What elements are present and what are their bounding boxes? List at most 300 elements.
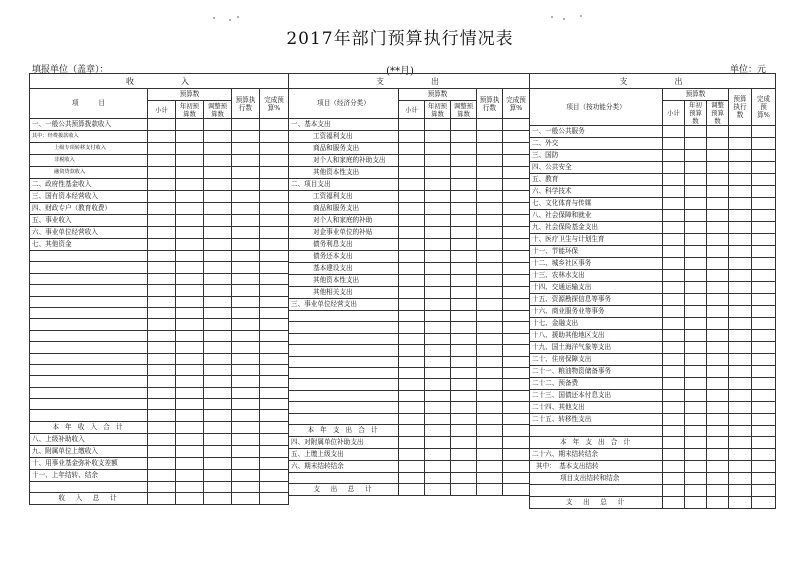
value-cell [503,287,530,299]
table-row [530,294,776,306]
value-cell [477,402,503,413]
expense-economic-section [288,73,529,507]
table-row [530,174,776,186]
expense_func-item-label: 二十四、其他支出 [530,402,663,414]
value-cell [451,215,477,227]
value-cell [148,273,176,284]
value-cell [685,378,707,390]
value-cell [477,239,503,251]
value-cell [148,364,176,375]
value-cell [477,460,503,472]
value-cell [707,246,729,258]
value-cell [204,319,232,330]
value-cell [399,119,425,131]
value-cell [451,402,477,413]
value-cell [451,390,477,401]
table-row [289,448,530,460]
value-cell [232,227,260,239]
value-cell [451,460,477,472]
value-cell [148,119,176,131]
value-cell [503,119,530,131]
value-cell [451,367,477,378]
expense_func-budget-column-header: 预算数 [663,89,729,101]
table-row [30,330,289,341]
value-cell [685,437,707,449]
value-cell [451,167,477,179]
income-header: 收 入 [30,74,289,89]
value-cell [752,378,776,390]
expense_func-item-label: 二十二、预备费 [530,378,663,390]
value-cell [685,294,707,306]
value-cell [204,296,232,307]
value-cell [451,413,477,424]
value-cell [260,119,289,131]
value-cell [260,364,289,375]
value-cell [707,282,729,294]
table-row [289,179,530,191]
blank-cell [289,345,399,356]
value-cell [503,472,530,483]
expense_func-initial-column-header: 年初预算数 [685,101,707,126]
table-row [30,410,289,421]
value-cell [707,437,729,449]
scan-speck [213,17,215,19]
expense_func-grand-total-label: 支 出 总 计 [530,496,663,508]
expense_func-item-label: 二、外交 [530,138,663,150]
expense_func-item-label: 十四、交通运输支出 [530,282,663,294]
value-cell [685,174,707,186]
value-cell [232,421,260,433]
value-cell [729,402,752,414]
expense_econ-item-label: 五、上缴上级支出 [289,448,399,460]
value-cell [204,399,232,410]
value-cell [685,126,707,138]
value-cell [148,330,176,341]
value-cell [204,433,232,445]
value-cell [752,354,776,366]
table-row [530,330,776,342]
table-row [289,251,530,263]
value-cell [685,354,707,366]
blank-cell [530,485,663,496]
table-row [30,285,289,296]
value-cell [232,433,260,445]
value-cell [204,131,232,143]
table-row [530,366,776,378]
value-cell [148,296,176,307]
value-cell [707,270,729,282]
value-cell [477,131,503,143]
value-cell [232,319,260,330]
value-cell [663,473,685,485]
value-cell [451,275,477,287]
value-cell [685,366,707,378]
value-cell [685,186,707,198]
table-row [289,167,530,179]
value-cell [685,162,707,174]
value-cell [503,203,530,215]
table-row [289,460,530,472]
value-cell [148,421,176,433]
expense_econ-item-label: 债务利息支出 [289,239,399,251]
value-cell [399,203,425,215]
value-cell [260,251,289,262]
table-row [530,150,776,162]
table-row [289,275,530,287]
value-cell [685,426,707,437]
value-cell [260,203,289,215]
value-cell [503,227,530,239]
value-cell [729,198,752,210]
value-cell [176,364,204,375]
income-budget-column-header: 预算数 [148,89,232,101]
value-cell [176,131,204,143]
value-cell [503,413,530,424]
value-cell [663,496,685,508]
income-annual-total-label: 本 年 收 入 合 计 [30,421,148,433]
expense_func-item-label: 十五、资源勘探信息等事务 [530,294,663,306]
blank-cell [30,251,148,262]
table-row [289,402,530,413]
expense_econ-item-label: 对企事业单位的补贴 [289,227,399,239]
value-cell [399,191,425,203]
value-cell [729,449,752,461]
scan-speck [580,15,582,17]
expense_econ-table [288,73,530,496]
value-cell [425,413,451,424]
value-cell [729,437,752,449]
value-cell [707,473,729,485]
value-cell [663,414,685,426]
value-cell [707,126,729,138]
blank-cell [30,387,148,398]
value-cell [707,449,729,461]
value-cell [685,138,707,150]
value-cell [148,319,176,330]
value-cell [752,318,776,330]
expense_func-item-label: 一、一般公共服务 [530,126,663,138]
value-cell [451,299,477,311]
value-cell [148,410,176,421]
value-cell [663,330,685,342]
expense_func-header: 支 出 [530,74,776,89]
value-cell [663,174,685,186]
table-row [289,484,530,496]
income-item-label: 九、附属单位上缴收入 [30,445,148,457]
value-cell [663,198,685,210]
value-cell [707,402,729,414]
income-item-column-header: 项 目 [30,89,148,119]
blank-cell [289,322,399,333]
value-cell [451,333,477,344]
value-cell [425,251,451,263]
value-cell [260,376,289,387]
table-row [289,227,530,239]
value-cell [707,414,729,426]
value-cell [685,150,707,162]
value-cell [148,399,176,410]
value-cell [503,484,530,496]
table-row [289,345,530,356]
table-row [289,472,530,483]
value-cell [707,150,729,162]
value-cell [425,179,451,191]
value-cell [707,294,729,306]
expense_func-item-label: 十七、金融支出 [530,318,663,330]
expense_func-item-label: 二十一、粮油物资储备事务 [530,366,663,378]
value-cell [148,227,176,239]
value-cell [663,294,685,306]
expense_func-item-label: 二十三、国债还本付息支出 [530,390,663,402]
table-row [30,307,289,318]
value-cell [729,426,752,437]
value-cell [260,445,289,457]
value-cell [752,485,776,496]
value-cell [685,318,707,330]
value-cell [663,138,685,150]
expense_func-subtotal-column-header: 小计 [663,101,685,126]
value-cell [663,282,685,294]
value-cell [752,270,776,282]
value-cell [232,445,260,457]
value-cell [176,296,204,307]
value-cell [148,239,176,251]
value-cell [425,448,451,460]
value-cell [176,493,204,505]
table-row [289,131,530,143]
value-cell [729,126,752,138]
value-cell [752,306,776,318]
expense_econ-item-label: 工资福利支出 [289,131,399,143]
value-cell [451,155,477,167]
value-cell [232,296,260,307]
value-cell [685,330,707,342]
value-cell [399,167,425,179]
table-row [30,421,289,433]
value-cell [204,387,232,398]
blank-cell [30,296,148,307]
table-row [530,437,776,449]
value-cell [477,484,503,496]
report-title: 2017年部门预算执行情况表 [286,29,514,49]
table-row [30,353,289,364]
table-row [289,191,530,203]
value-cell [729,210,752,222]
table-row [30,296,289,307]
value-cell [148,481,176,492]
value-cell [503,275,530,287]
expense_econ-grand-total-label: 支 出 总 计 [289,484,399,496]
expense_econ-item-label: 其他资本性支出 [289,167,399,179]
value-cell [204,307,232,318]
value-cell [176,239,204,251]
value-cell [232,410,260,421]
value-cell [148,191,176,203]
table-row [530,306,776,318]
value-cell [752,282,776,294]
table-row [530,126,776,138]
value-cell [425,215,451,227]
value-cell [663,318,685,330]
blank-cell [30,399,148,410]
scan-speck [563,18,565,20]
table-row [289,311,530,322]
value-cell [707,426,729,437]
value-cell [685,198,707,210]
value-cell [425,227,451,239]
value-cell [204,376,232,387]
table-row [530,378,776,390]
income-item-label: 非税收入 [30,155,148,167]
value-cell [204,203,232,215]
value-cell [204,227,232,239]
value-cell [425,345,451,356]
blank-cell [530,426,663,437]
value-cell [752,222,776,234]
value-cell [232,203,260,215]
expense_func-item-column-header: 项目（按功能分类） [530,89,663,126]
value-cell [232,307,260,318]
value-cell [729,234,752,246]
value-cell [425,333,451,344]
income-section [29,73,288,507]
value-cell [503,448,530,460]
blank-cell [289,390,399,401]
value-cell [503,311,530,322]
income-item-label: 三、国有资本经营收入 [30,191,148,203]
table-row [30,273,289,284]
value-cell [204,191,232,203]
value-cell [260,433,289,445]
value-cell [148,376,176,387]
value-cell [729,318,752,330]
value-cell [451,227,477,239]
blank-cell [30,481,148,492]
value-cell [707,378,729,390]
table-row [289,143,530,155]
expense_func-rate-column-header: 完成预算% [752,89,776,126]
value-cell [260,469,289,481]
value-cell [685,306,707,318]
expense_econ-initial-column-header: 年初预算数 [425,101,451,119]
value-cell [260,179,289,191]
value-cell [477,322,503,333]
value-cell [729,473,752,485]
expense_func-item-label: 十二、城乡社区事务 [530,258,663,270]
value-cell [260,410,289,421]
value-cell [707,366,729,378]
scan-speck [237,16,239,18]
value-cell [663,390,685,402]
blank-cell [30,319,148,330]
income-exec-column-header: 预算执行数 [232,89,260,119]
expense_func-adjust-column-header: 调整预算数 [707,101,729,126]
expense_econ-item-label: 商品和服务支出 [289,203,399,215]
value-cell [176,421,204,433]
table-row [530,402,776,414]
value-cell [451,131,477,143]
value-cell [451,345,477,356]
value-cell [663,306,685,318]
value-cell [399,436,425,448]
value-cell [752,234,776,246]
table-row [530,282,776,294]
table-row [530,449,776,461]
value-cell [176,319,204,330]
value-cell [260,155,289,167]
value-cell [451,203,477,215]
value-cell [232,353,260,364]
value-cell [232,469,260,481]
value-cell [451,263,477,275]
value-cell [176,262,204,273]
table-row [30,262,289,273]
value-cell [685,473,707,485]
value-cell [260,296,289,307]
value-cell [399,215,425,227]
value-cell [663,162,685,174]
value-cell [503,239,530,251]
value-cell [503,143,530,155]
expense_econ-item-label: 对个人和家庭的补助 [289,215,399,227]
value-cell [260,285,289,296]
value-cell [204,445,232,457]
value-cell [752,366,776,378]
value-cell [707,174,729,186]
value-cell [176,179,204,191]
table-row [30,239,289,251]
expense_econ-item-label: 三、事业单位经营支出 [289,299,399,311]
value-cell [260,330,289,341]
blank-cell [289,311,399,322]
value-cell [663,210,685,222]
blank-cell [289,379,399,390]
expense_econ-item-label: 工资福利支出 [289,191,399,203]
value-cell [707,390,729,402]
value-cell [260,387,289,398]
value-cell [204,330,232,341]
value-cell [729,246,752,258]
table-row [30,469,289,481]
value-cell [663,270,685,282]
value-cell [707,234,729,246]
table-row [530,426,776,437]
table-row [30,179,289,191]
table-row [30,131,289,143]
value-cell [729,485,752,496]
expense_econ-item-label: 六、期末结转结余 [289,460,399,472]
value-cell [685,496,707,508]
value-cell [477,227,503,239]
value-cell [477,299,503,311]
value-cell [204,179,232,191]
value-cell [477,143,503,155]
value-cell [451,472,477,483]
value-cell [425,379,451,390]
table-row [30,203,289,215]
value-cell [707,186,729,198]
value-cell [425,143,451,155]
expense_econ-item-label: 其他资本性支出 [289,275,399,287]
table-row [30,191,289,203]
income-item-label: 五、事业收入 [30,215,148,227]
value-cell [752,330,776,342]
value-cell [260,262,289,273]
value-cell [425,203,451,215]
value-cell [176,155,204,167]
value-cell [752,294,776,306]
value-cell [425,155,451,167]
